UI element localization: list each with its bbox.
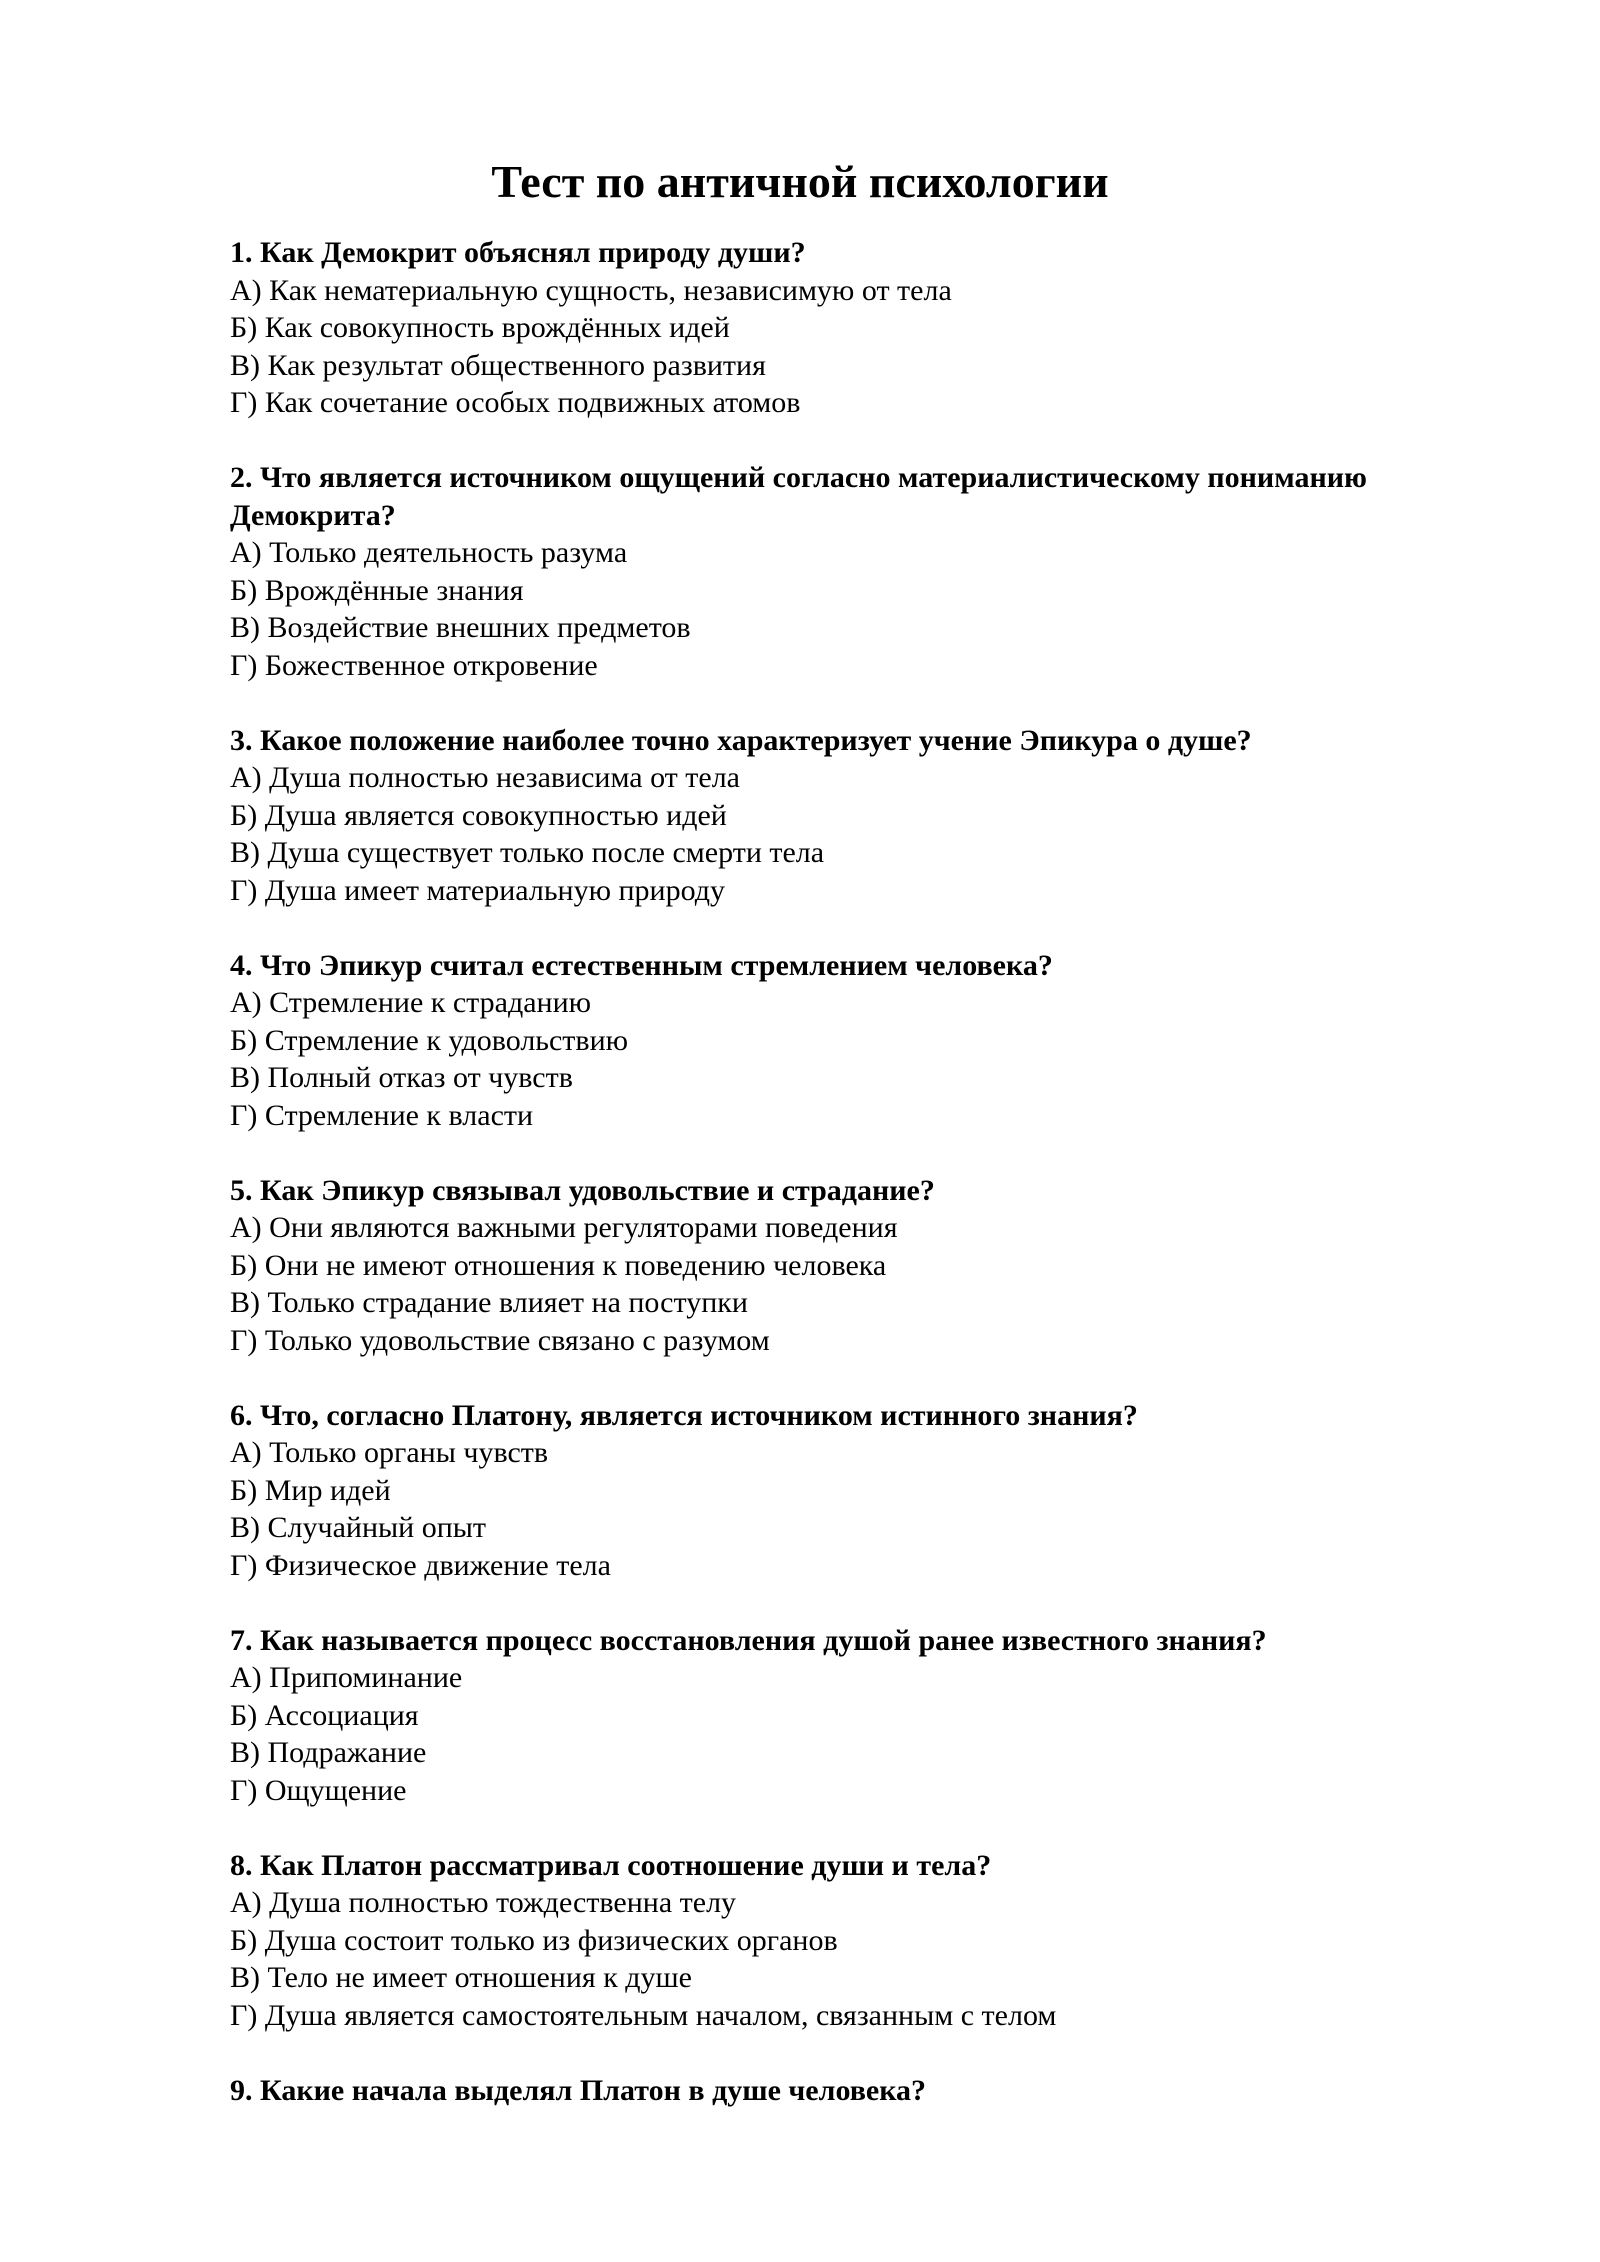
answer-option: Г) Душа является самостоятельным началом, связанным с телом: [230, 1998, 1057, 2032]
answer-option: Б) Душа состоит только из физических органов: [230, 1923, 838, 1957]
answer-option: В) Душа существует только после смерти тела: [230, 836, 825, 869]
question-block: [230, 1622, 1470, 1810]
question-text: 7. Как называется процесс восстановления душой ранее известного знания?: [230, 1623, 1267, 1657]
question-list: [230, 234, 1470, 2147]
answer-option: Г) Стремление к власти: [230, 1098, 534, 1132]
answer-option: А) Припоминание: [230, 1661, 463, 1694]
answer-option: В) Как результат общественного развития: [230, 348, 766, 382]
question-text: 3. Какое положение наиболее точно характеризует учение Эпикура о душе?: [230, 723, 1252, 757]
answer-option: Г) Божественное откровение: [230, 648, 598, 682]
answer-option: А) Они являются важными регуляторами поведения: [230, 1211, 898, 1244]
answer-option: Г) Ощущение: [230, 1773, 407, 1807]
answer-option: Г) Физическое движение тела: [230, 1548, 611, 1582]
answer-option: Г) Душа имеет материальную природу: [230, 873, 725, 907]
answer-option: А) Как нематериальную сущность, независимую от тела: [230, 273, 952, 307]
answer-option: Б) Врождённые знания: [230, 573, 524, 607]
question-block: [230, 947, 1470, 1135]
document-title: Тест по античной психологии: [491, 156, 1109, 207]
question-text: 5. Как Эпикур связывал удовольствие и страдание?: [230, 1173, 935, 1207]
answer-option: Б) Душа является совокупностью идей: [230, 798, 727, 832]
answer-option: А) Душа полностью тождественна телу: [230, 1886, 737, 1919]
question-text: 8. Как Платон рассматривал соотношение души и тела?: [230, 1848, 992, 1882]
answer-option: А) Только органы чувств: [230, 1436, 549, 1469]
answer-option: А) Душа полностью независима от тела: [230, 761, 740, 794]
answer-option: В) Случайный опыт: [230, 1511, 487, 1544]
answer-option: А) Только деятельность разума: [230, 536, 628, 569]
answer-options: [230, 759, 1470, 909]
answer-option: Б) Они не имеют отношения к поведению человека: [230, 1248, 887, 1282]
answer-option: Б) Как совокупность врождённых идей: [230, 311, 730, 344]
answer-option: В) Полный отказ от чувств: [230, 1061, 573, 1094]
question-block: [230, 2072, 1470, 2110]
answer-option: В) Воздействие внешних предметов: [230, 611, 691, 644]
answer-options: [230, 534, 1470, 684]
question-block: [230, 722, 1470, 910]
question-block: [230, 459, 1470, 684]
answer-option: Б) Ассоциация: [230, 1698, 419, 1732]
answer-option: В) Тело не имеет отношения к душе: [230, 1961, 692, 1994]
answer-options: [230, 984, 1470, 1134]
question-text: 4. Что Эпикур считал естественным стремлением человека?: [230, 948, 1053, 982]
question-text: 6. Что, согласно Платону, является источником истинного знания?: [230, 1398, 1138, 1432]
answer-option: В) Только страдание влияет на поступки: [230, 1286, 748, 1319]
answer-option: Г) Только удовольствие связано с разумом: [230, 1323, 770, 1357]
answer-option: Б) Стремление к удовольствию: [230, 1023, 629, 1057]
answer-options: [230, 1884, 1470, 2034]
answer-options: [230, 1659, 1470, 1809]
answer-option: Г) Как сочетание особых подвижных атомов: [230, 386, 801, 419]
question-text: 9. Какие начала выделял Платон в душе человека?: [230, 2073, 927, 2107]
answer-options: [230, 1209, 1470, 1359]
question-text: 2. Что является источником ощущений согласно материалистическому пониманию Демокрита?: [230, 461, 1367, 532]
answer-options: [230, 272, 1470, 422]
question-block: [230, 1172, 1470, 1360]
question-text: 1. Как Демокрит объяснял природу души?: [230, 236, 806, 269]
answer-option: В) Подражание: [230, 1736, 427, 1769]
question-block: [230, 1397, 1470, 1585]
answer-options: [230, 1434, 1470, 1584]
question-block: [230, 234, 1470, 422]
question-block: [230, 1847, 1470, 2035]
answer-option: А) Стремление к страданию: [230, 986, 592, 1019]
answer-option: Б) Мир идей: [230, 1473, 391, 1507]
